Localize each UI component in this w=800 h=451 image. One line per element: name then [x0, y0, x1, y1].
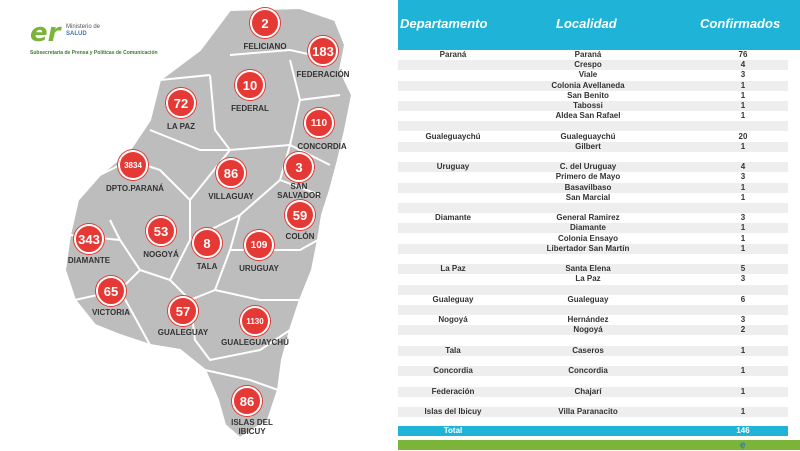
cell-confirmados: 5	[740, 264, 746, 274]
cell-confirmados: 3	[740, 172, 746, 182]
label-concordia: CONCORDIA	[297, 142, 347, 151]
table-row	[398, 254, 788, 264]
label-federacion: FEDERACIÓN	[296, 70, 350, 79]
cell-confirmados: 6	[740, 294, 746, 304]
government-logo	[30, 20, 160, 62]
badge-tala: 8	[192, 228, 222, 258]
cell-localidad: Tabossi	[573, 101, 603, 110]
cell-departamento: Tala	[445, 345, 461, 355]
table-row	[398, 60, 788, 70]
cell-departamento: Concordia	[433, 366, 473, 376]
cell-confirmados: 20	[738, 131, 748, 141]
table-row	[398, 285, 788, 295]
table-row	[398, 111, 788, 121]
cell-localidad: Paraná	[574, 50, 602, 59]
badge-gualeguay: 57	[168, 296, 198, 326]
cell-localidad: Chajarí	[574, 386, 602, 396]
label-parana: DPTO.PARANÁ	[106, 184, 164, 193]
logo-ministry: Ministerio de	[66, 24, 101, 30]
label-feliciano: FELICIANO	[243, 42, 287, 51]
label-nogoya: NOGOYÁ	[143, 250, 179, 259]
cases-table	[398, 0, 800, 450]
table-row	[398, 70, 788, 80]
cell-localidad: Gilbert	[575, 141, 601, 151]
cell-departamento: Paraná	[439, 50, 467, 59]
cell-departamento: Nogoyá	[438, 315, 468, 325]
cell-localidad: C. del Uruguay	[559, 162, 617, 172]
cell-localidad: General Ramirez	[556, 213, 620, 223]
cell-confirmados: 1	[740, 223, 746, 233]
logo-mark: er	[30, 18, 61, 48]
label-lapaz: LA PAZ	[167, 122, 195, 131]
cell-localidad: Diamante	[569, 223, 606, 233]
table-row	[398, 193, 788, 203]
cell-confirmados: 1	[740, 101, 746, 110]
badge-parana: 3834	[118, 150, 148, 180]
cell-localidad: Santa Elena	[565, 264, 611, 274]
cell-confirmados: 3	[740, 274, 746, 284]
table-row	[398, 172, 788, 182]
table-row	[398, 305, 788, 315]
table-row	[398, 346, 788, 356]
cell-departamento: Uruguay	[436, 162, 470, 172]
badge-sansalvador: 3	[284, 152, 314, 182]
badge-diamante: 343	[74, 224, 104, 254]
label-gualeguay: GUALEGUAY	[157, 328, 209, 337]
cell-confirmados: 1	[740, 386, 746, 396]
badge-federal: 10	[235, 70, 265, 100]
label-victoria: VICTORIA	[91, 308, 131, 317]
cell-departamento: Gualeguaychú	[425, 131, 481, 141]
badge-feliciano: 2	[250, 8, 280, 38]
table-row	[398, 366, 788, 376]
table-row	[398, 152, 788, 162]
cell-localidad: Gualeguay	[567, 294, 609, 304]
cell-localidad: Caseros	[572, 345, 604, 355]
cell-localidad: Crespo	[574, 60, 602, 70]
table-row	[398, 336, 788, 346]
badge-uruguay: 109	[244, 230, 274, 260]
cell-confirmados: 76	[738, 50, 748, 59]
table-row	[398, 295, 788, 305]
cell-localidad: Colonia Ensayo	[557, 233, 618, 243]
badge-concordia: 110	[304, 108, 334, 138]
cell-departamento: Islas del Ibicuy	[424, 407, 482, 416]
header-departamento: Departamento	[400, 16, 488, 31]
table-row	[398, 50, 788, 60]
table-row	[398, 213, 788, 223]
cell-departamento: Gualeguay	[432, 294, 474, 304]
cell-confirmados: 1	[740, 192, 746, 202]
cell-confirmados: 4	[740, 60, 746, 70]
table-row	[398, 356, 788, 366]
cell-confirmados: 1	[740, 407, 746, 416]
total-row	[398, 426, 788, 436]
cell-confirmados: 1	[740, 366, 746, 376]
cell-localidad: Libertador San Martín	[546, 243, 630, 253]
cell-departamento: La Paz	[440, 264, 466, 274]
badge-gualeguaychu: 1130	[240, 306, 270, 336]
table-row	[398, 91, 788, 101]
table-row	[398, 376, 788, 386]
cell-confirmados: 2	[740, 325, 746, 335]
label-colon: COLÓN	[285, 232, 315, 241]
cell-localidad: Concordia	[568, 366, 608, 376]
label-tala: TALA	[196, 262, 218, 271]
table-row	[398, 142, 788, 152]
table-row	[398, 203, 788, 213]
table-row	[398, 325, 788, 335]
badge-victoria: 65	[96, 276, 126, 306]
label-uruguay: URUGUAY	[239, 264, 279, 273]
label-federal: FEDERAL	[231, 104, 269, 113]
cell-confirmados: 1	[740, 345, 746, 355]
cell-localidad: Basavilbaso	[564, 182, 612, 192]
badge-nogoya: 53	[146, 216, 176, 246]
entre-rios-map	[0, 0, 398, 450]
label-diamante: DIAMANTE	[67, 256, 111, 265]
cell-confirmados: 1	[740, 243, 746, 253]
cell-localidad: La Paz	[575, 274, 601, 284]
cell-localidad: Colonia Avellaneda	[551, 80, 625, 90]
cell-localidad: Aldea San Rafael	[555, 111, 621, 121]
total-value: 146	[736, 426, 750, 435]
table-row	[398, 274, 788, 284]
badge-colon: 59	[285, 200, 315, 230]
table-row	[398, 315, 788, 325]
cell-confirmados: 4	[740, 162, 746, 172]
table-row	[398, 132, 788, 142]
label-villaguay: VILLAGUAY	[208, 192, 254, 201]
table-row	[398, 387, 788, 397]
cell-confirmados: 3	[740, 70, 746, 80]
table-row	[398, 244, 788, 254]
label-sansalvador: SAN SALVADOR	[277, 182, 321, 200]
cell-localidad: Gualeguaychú	[560, 131, 616, 141]
table-row	[398, 223, 788, 233]
header-confirmados: Confirmados	[700, 16, 781, 31]
footer-logo-icon: ẹ	[740, 440, 746, 451]
cell-localidad: San Marcial	[565, 192, 611, 202]
cell-confirmados: 1	[740, 233, 746, 243]
cell-confirmados: 1	[740, 111, 746, 121]
badge-federacion: 183	[308, 36, 338, 66]
table-row	[398, 234, 788, 244]
cell-confirmados: 3	[740, 213, 746, 223]
cell-confirmados: 3	[740, 315, 746, 325]
label-ibicuy: ISLAS DEL IBICUY	[231, 418, 273, 436]
table-row	[398, 101, 788, 111]
cell-localidad: Primero de Mayo	[555, 172, 621, 182]
table-header	[398, 0, 800, 50]
table-row	[398, 407, 788, 417]
cell-confirmados: 1	[740, 90, 746, 100]
cell-confirmados: 1	[740, 182, 746, 192]
cell-localidad: Villa Paranacito	[558, 407, 618, 416]
cell-localidad: San Benito	[567, 90, 609, 100]
table-row	[398, 121, 788, 131]
logo-salud: SALUD	[66, 31, 87, 37]
cell-localidad: Viale	[578, 70, 598, 80]
table-row	[398, 183, 788, 193]
cell-confirmados: 1	[740, 80, 746, 90]
total-label: Total	[443, 426, 463, 435]
label-gualeguaychu: GUALEGUAYCHÚ	[221, 338, 289, 347]
cell-localidad: Hernández	[567, 315, 609, 325]
cell-confirmados: 1	[740, 141, 746, 151]
table-row	[398, 162, 788, 172]
cell-localidad: Nogoyá	[573, 325, 603, 335]
cell-departamento: Federación	[431, 386, 475, 396]
badge-villaguay: 86	[216, 158, 246, 188]
table-row	[398, 397, 788, 407]
table-row	[398, 81, 788, 91]
logo-subtitle: Subsecretaría de Prensa y Políticas de Comunicación	[30, 50, 158, 56]
cell-departamento: Diamante	[434, 213, 471, 223]
badge-lapaz: 72	[166, 88, 196, 118]
header-localidad: Localidad	[556, 16, 617, 31]
table-row	[398, 264, 788, 274]
badge-ibicuy: 86	[232, 386, 262, 416]
map-panel	[0, 0, 398, 450]
